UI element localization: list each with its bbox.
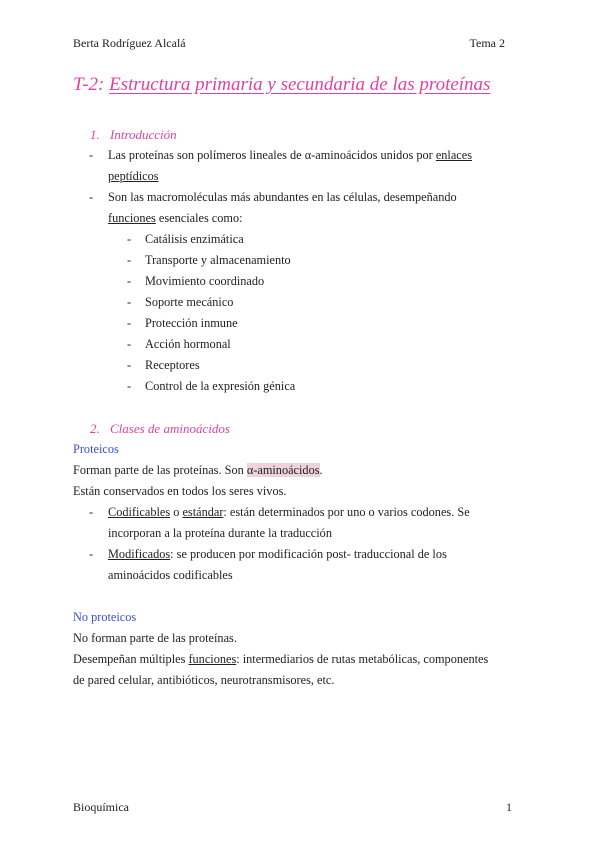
spacer	[73, 397, 528, 418]
bullet-text: Las proteínas son polímeros lineales de α-aminoácidos unidos por	[108, 148, 436, 162]
function-item: Transporte y almacenamiento	[145, 253, 291, 267]
bullet-text: : se producen por modificación post- traduccional de los	[170, 547, 447, 561]
paragraph-line: No forman parte de las proteínas.	[73, 631, 237, 645]
sub-list-item	[73, 313, 528, 334]
section-number: 1.	[90, 127, 100, 142]
spacer	[73, 586, 528, 607]
bullet-text: o	[170, 505, 183, 519]
sub-list-item	[73, 355, 528, 376]
sub-list-item	[73, 376, 528, 397]
section-heading-clases	[90, 418, 528, 439]
paragraph-text: : intermediarios de rutas metabólicas, componentes	[236, 652, 489, 666]
bullet-text: : están determinados por uno o varios codones. Se	[223, 505, 470, 519]
section-title: Clases de aminoácidos	[110, 421, 230, 436]
term-estandar: estándar	[182, 505, 224, 519]
dash-bullet: -	[127, 253, 132, 267]
footer-subject: Bioquímica	[73, 800, 129, 814]
bullet-text: incorporan a la proteína durante la traducción	[108, 526, 332, 540]
dash-bullet: -	[89, 190, 94, 204]
function-item: Soporte mecánico	[145, 295, 234, 309]
bullet-text: esenciales como:	[155, 211, 243, 225]
dash-bullet: -	[127, 232, 132, 246]
sub-list-item	[73, 250, 528, 271]
function-item: Control de la expresión génica	[145, 379, 296, 393]
paragraph-line	[73, 649, 528, 670]
function-item: Movimiento coordinado	[145, 274, 265, 288]
term-funciones: funciones	[108, 211, 156, 225]
dash-bullet: -	[127, 316, 132, 330]
page-number: 1	[506, 800, 512, 814]
title-text: Estructura primaria y secundaria de las proteínas	[109, 74, 491, 95]
term-enlaces: enlaces	[435, 148, 472, 162]
sub-list-item	[73, 292, 528, 313]
section-heading-introduccion	[90, 124, 528, 145]
term-peptidicos: peptídicos	[108, 169, 159, 183]
title-prefix: T-2:	[73, 74, 110, 95]
paragraph-line: Están conservados en todos los seres vivos.	[73, 484, 287, 498]
paragraph-text: .	[319, 463, 323, 477]
bullet-text: aminoácidos codificables	[108, 568, 233, 582]
function-item: Protección inmune	[145, 316, 238, 330]
subheading-no-proteicos: No proteicos	[73, 610, 137, 624]
header-author: Berta Rodríguez Alcalá	[73, 36, 186, 50]
sub-list-item	[73, 229, 528, 250]
bullet-item	[73, 502, 528, 544]
term-modificados: Modificados	[108, 547, 171, 561]
section-title: Introducción	[110, 127, 177, 142]
highlighted-term: α-aminoácidos	[246, 463, 320, 477]
dash-bullet: -	[127, 358, 132, 372]
dash-bullet: -	[127, 337, 132, 351]
section-number: 2.	[90, 421, 100, 436]
dash-bullet: -	[127, 295, 132, 309]
paragraph-line: de pared celular, antibióticos, neurotransmisores, etc.	[73, 673, 335, 687]
document-content	[73, 124, 528, 691]
bullet-item	[73, 544, 528, 586]
term-funciones: funciones	[188, 652, 237, 666]
bullet-item	[73, 187, 528, 229]
dash-bullet: -	[127, 379, 132, 393]
paragraph-line	[73, 460, 528, 481]
dash-bullet: -	[89, 505, 94, 519]
dash-bullet: -	[127, 274, 132, 288]
function-item: Receptores	[145, 358, 200, 372]
dash-bullet: -	[89, 148, 94, 162]
paragraph-text: Forman parte de las proteínas. Son	[73, 463, 247, 477]
function-item: Catálisis enzimática	[145, 232, 244, 246]
page-title	[73, 74, 490, 96]
subheading-proteicos: Proteicos	[73, 442, 119, 456]
paragraph-text: Desempeñan múltiples	[73, 652, 189, 666]
term-codificables: Codificables	[108, 505, 171, 519]
sub-list-item	[73, 334, 528, 355]
bullet-text: Son las macromoléculas más abundantes en las células, desempeñando	[108, 190, 457, 204]
bullet-item	[73, 145, 528, 187]
header-topic: Tema 2	[469, 36, 505, 50]
function-item: Acción hormonal	[145, 337, 231, 351]
dash-bullet: -	[89, 547, 94, 561]
sub-list-item	[73, 271, 528, 292]
